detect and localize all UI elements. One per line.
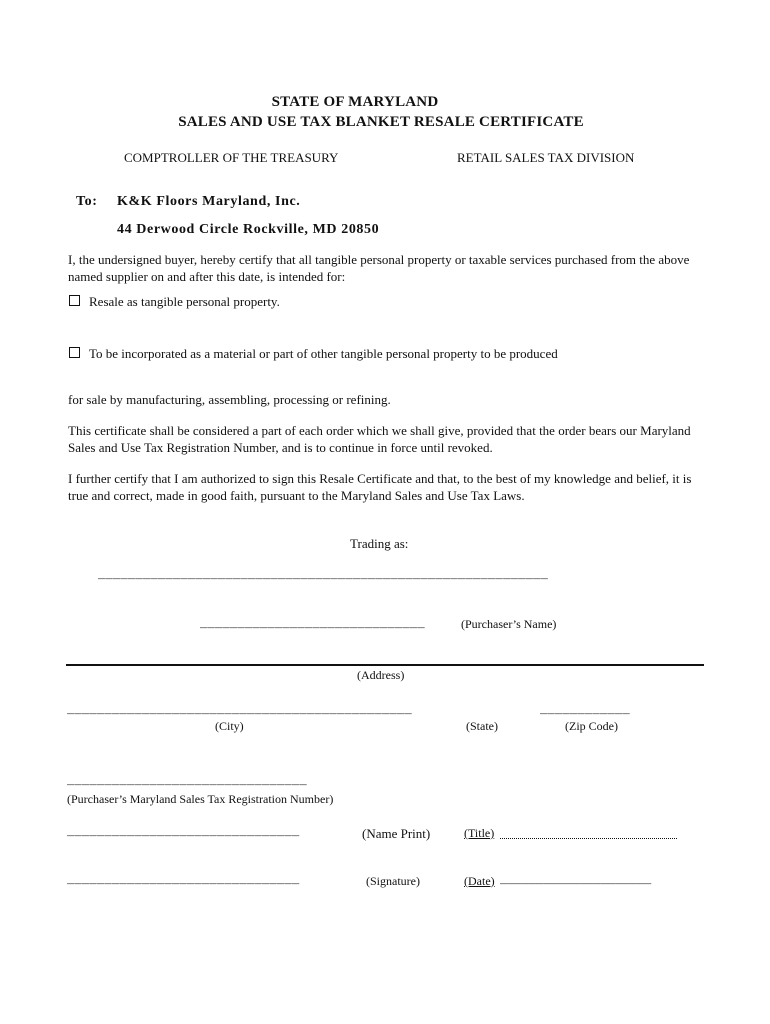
- registration-number-field[interactable]: ________________________________: [67, 774, 308, 788]
- title-label: (Title): [464, 826, 495, 840]
- option-resale[interactable]: [69, 293, 280, 310]
- division-label: RETAIL SALES TAX DIVISION: [457, 150, 635, 165]
- option-incorporate[interactable]: [69, 345, 558, 362]
- title-field[interactable]: [500, 838, 677, 839]
- purchaser-name-field[interactable]: ______________________________: [200, 617, 426, 631]
- zip-field[interactable]: ____________: [540, 703, 631, 717]
- city-label: (City): [215, 719, 244, 733]
- intro-paragraph: I, the undersigned buyer, hereby certify that all tangible personal property or taxable services purchased from the above named supplier on and after this date, is intended for:: [68, 252, 690, 284]
- document-title: SALES AND USE TAX BLANKET RESALE CERTIFICATE: [178, 114, 584, 130]
- comptroller-label: COMPTROLLER OF THE TREASURY: [124, 150, 339, 165]
- date-label: (Date): [464, 874, 495, 888]
- option-resale-label: Resale as tangible personal property.: [89, 294, 280, 309]
- name-print-field[interactable]: _______________________________: [67, 825, 300, 839]
- zip-label: (Zip Code): [565, 719, 618, 733]
- state-label: (State): [466, 719, 498, 733]
- incorporate-checkbox[interactable]: [69, 347, 80, 358]
- supplier-address: 44 Derwood Circle Rockville, MD 20850: [117, 222, 380, 237]
- trading-as-label: Trading as:: [350, 536, 409, 551]
- address-field[interactable]: [66, 664, 704, 666]
- registration-number-label: (Purchaser’s Maryland Sales Tax Registration Number): [67, 792, 334, 806]
- to-label: To:: [76, 194, 98, 209]
- name-print-label: (Name Print): [362, 826, 431, 841]
- option-incorporate-label: To be incorporated as a material or part of other tangible personal property to be produced: [89, 346, 558, 361]
- city-state-field[interactable]: ______________________________________________: [67, 703, 413, 717]
- order-paragraph: This certificate shall be considered a part of each order which we shall give, provided that the order bears our Maryland Sales and Use Tax Registration Number, and is to continue in force until revoked.: [68, 423, 691, 455]
- certify-paragraph: I further certify that I am authorized to sign this Resale Certificate and that, to the best of my knowledge and belief, it is true and correct, made in good faith, pursuant to the Maryland Sales and Use Tax Laws.: [68, 471, 692, 503]
- signature-field[interactable]: _______________________________: [67, 873, 300, 887]
- signature-label: (Signature): [366, 874, 420, 888]
- trading-as-field[interactable]: ____________________________________________________________: [98, 568, 549, 582]
- purchaser-name-label: (Purchaser’s Name): [461, 617, 557, 631]
- address-label: (Address): [357, 668, 405, 682]
- option-incorporate-continuation: for sale by manufacturing, assembling, processing or refining.: [68, 392, 391, 407]
- document-state-heading: STATE OF MARYLAND: [271, 94, 439, 110]
- supplier-name: K&K Floors Maryland, Inc.: [117, 194, 301, 209]
- resale-checkbox[interactable]: [69, 295, 80, 306]
- date-field[interactable]: _____________________: [500, 873, 652, 887]
